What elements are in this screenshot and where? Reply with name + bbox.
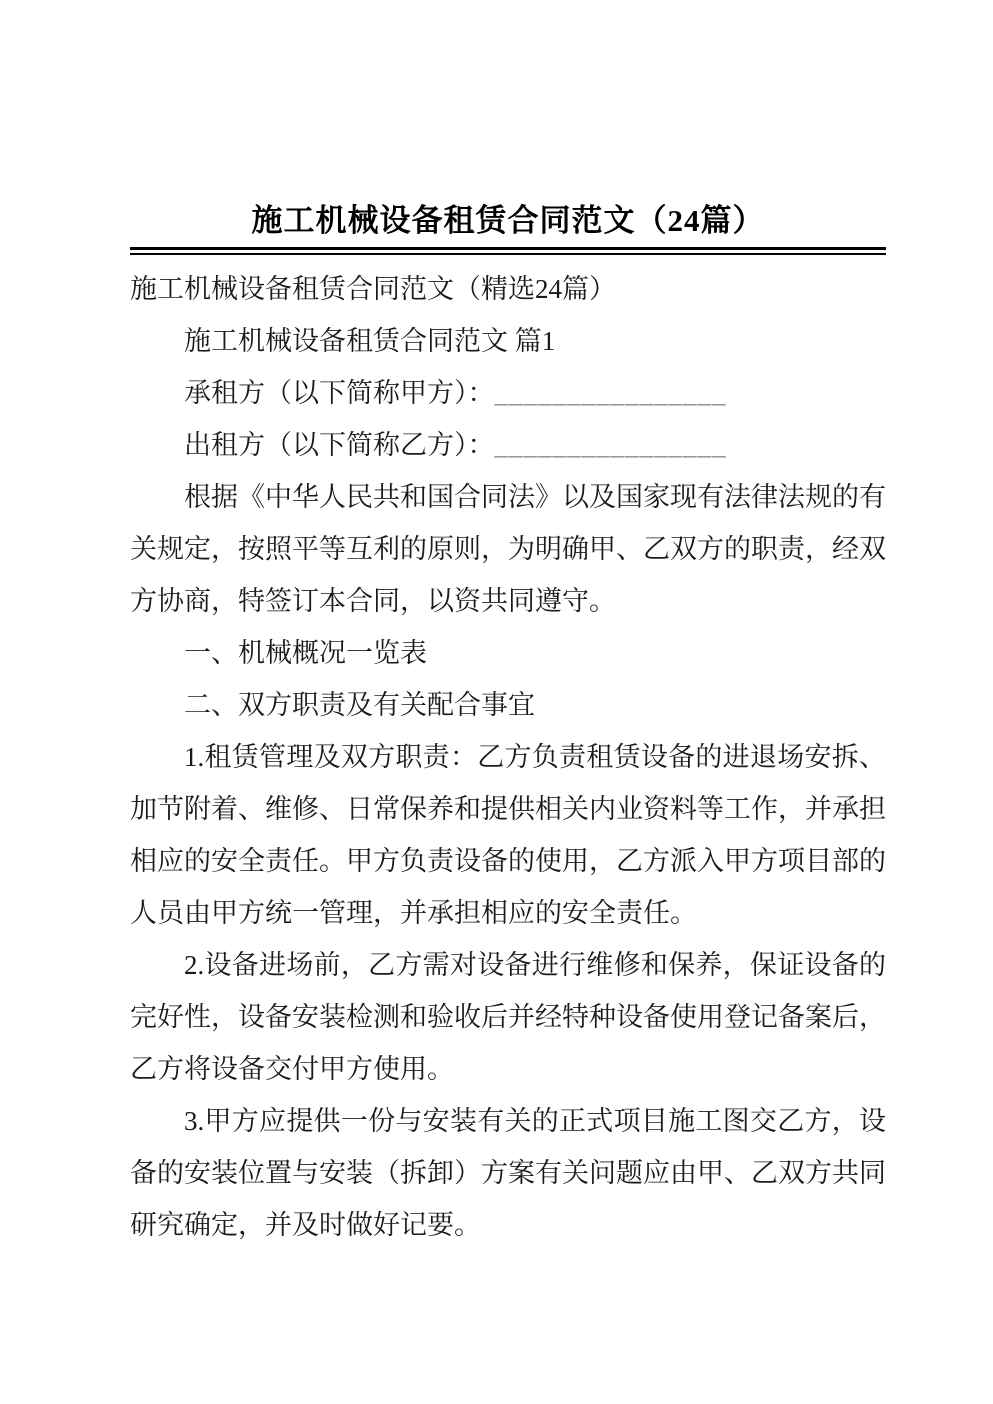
lessor-blank-line: ________________ (494, 430, 727, 460)
paragraph-item-2: 2.设备进场前，乙方需对设备进行维修和保养，保证设备的完好性，设备安装检测和验收后并经特种设备使用登记备案后，乙方将设备交付甲方使用。 (130, 950, 886, 1084)
paragraph-item-3: 3.甲方应提供一份与安装有关的正式项目施工图交乙方，设备的安装位置与安装（拆卸）方案有关问题应由甲、乙双方共同研究确定，并及时做好记要。 (130, 1106, 886, 1240)
paragraph-heading: 施工机械设备租赁合同范文（精选24篇） (130, 274, 616, 304)
lessee-label: 承租方（以下简称甲方）： (184, 378, 495, 408)
paragraph-section-one: 一、机械概况一览表 (184, 638, 427, 668)
paragraph-intro: 根据《中华人民共和国合同法》以及国家现有法律法规的有关规定，按照平等互利的原则，为明确甲、乙双方的职责，经双方协商，特签订本合同，以资共同遵守。 (130, 482, 886, 616)
document-title: 施工机械设备租赁合同范文（24篇） (251, 203, 765, 238)
paragraph-lessor (130, 419, 886, 471)
title-double-rule (130, 247, 886, 255)
lessor-label: 出租方（以下简称乙方）： (184, 430, 495, 460)
paragraph-lessee (130, 367, 886, 419)
paragraph-section-two: 二、双方职责及有关配合事宜 (184, 690, 535, 720)
lessee-blank-line: ________________ (494, 378, 727, 408)
paragraph-item-1: 1.租赁管理及双方职责：乙方负责租赁设备的进退场安拆、加节附着、维修、日常保养和提供相关内业资料等工作，并承担相应的安全责任。甲方负责设备的使用，乙方派入甲方项目部的人员由甲方统一管理，并承担相应的安全责任。 (130, 742, 886, 928)
document-body (130, 263, 886, 1251)
paragraph-subheading: 施工机械设备租赁合同范文 篇1 (184, 326, 556, 356)
